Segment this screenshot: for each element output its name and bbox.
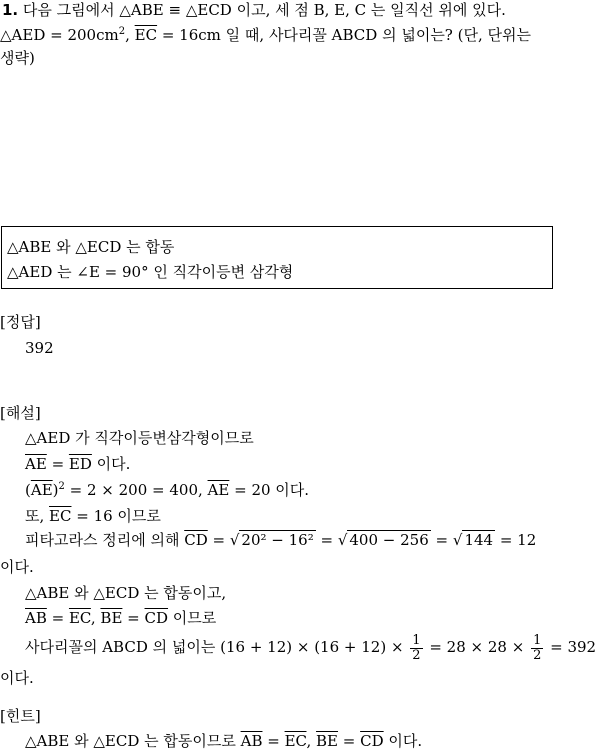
condition-box [1,226,553,289]
problem-number: 1. [2,1,19,19]
solution-line-6: 이다. [0,558,34,576]
fraction-one-half: $\frac{1}{2}$ [412,632,421,663]
hint-line: △ABE 와 △ECD 는 합동이므로 $\overline{AB} = \overline{EC}$, $\overline{BE} = \overline{CD}$ 이다. [25,732,423,750]
fraction-one-half: $\frac{1}{2}$ [533,632,542,663]
answer-label: [정답] [0,313,41,331]
solution-line-2: $\overline{AE} = \overline{ED}$ 이다. [25,455,131,473]
sqrt-expression-3: √ 144 [452,531,494,549]
solution-line-10: 이다. [0,669,34,687]
solution-line-9: 사다리꼴의 ABCD 의 넓이는 (16 + 12) × (16 + 12) × $\frac{1}{2}$ = 28 × 28 × $\frac{1}{2}$ = 392 [25,632,596,663]
condition-line-2: △AED 는 ∠E = 90° 인 직각이등변 삼각형 [7,263,294,281]
problem-line-1 [2,0,506,20]
solution-label: [해설] [0,404,41,422]
solution-line-7: △ABE 와 △ECD 는 합동이고, [25,584,227,602]
problem-text-1: 다음 그림에서 △ABE ≡ △ECD 이고, 세 점 B, E, C 는 일직선 위에 있다. [18,1,506,19]
segment-ec: $\overline{EC}$ [134,26,158,44]
condition-line-1: △ABE 와 △ECD 는 합동 [7,238,175,256]
solution-line-8: $\overline{AB} = \overline{EC}$, $\overline{BE} = \overline{CD}$ 이므로 [25,609,217,627]
solution-line-3: $(\overline{AE})^2 = 2 \times 200 = 400$, $\overline{AE} = 20$ 이다. [25,481,310,499]
answer-value: 392 [25,339,54,357]
sqrt-expression-2: √ 400 − 256 [337,531,429,549]
hint-label: [힌트] [0,707,41,725]
solution-line-5: 피타고라스 정리에 의해 $\overline{CD}$ = √ 20² − 16² = √ 400 − 256 = √ 144 = 12 [25,531,537,549]
sqrt-expression-1: √ 20² − 16² [229,531,314,549]
solution-line-4: 또, $\overline{EC} = 16$ 이므로 [25,507,161,525]
solution-line-1: △AED 가 직각이등변삼각형이므로 [25,429,254,447]
problem-line-2: △AED = $200cm^2$, $\overline{EC} = 16cm$ 일 때, 사다리꼴 ABCD 의 넓이는? (단, 단위는 [0,26,531,44]
problem-line-3: 생략) [0,49,35,67]
